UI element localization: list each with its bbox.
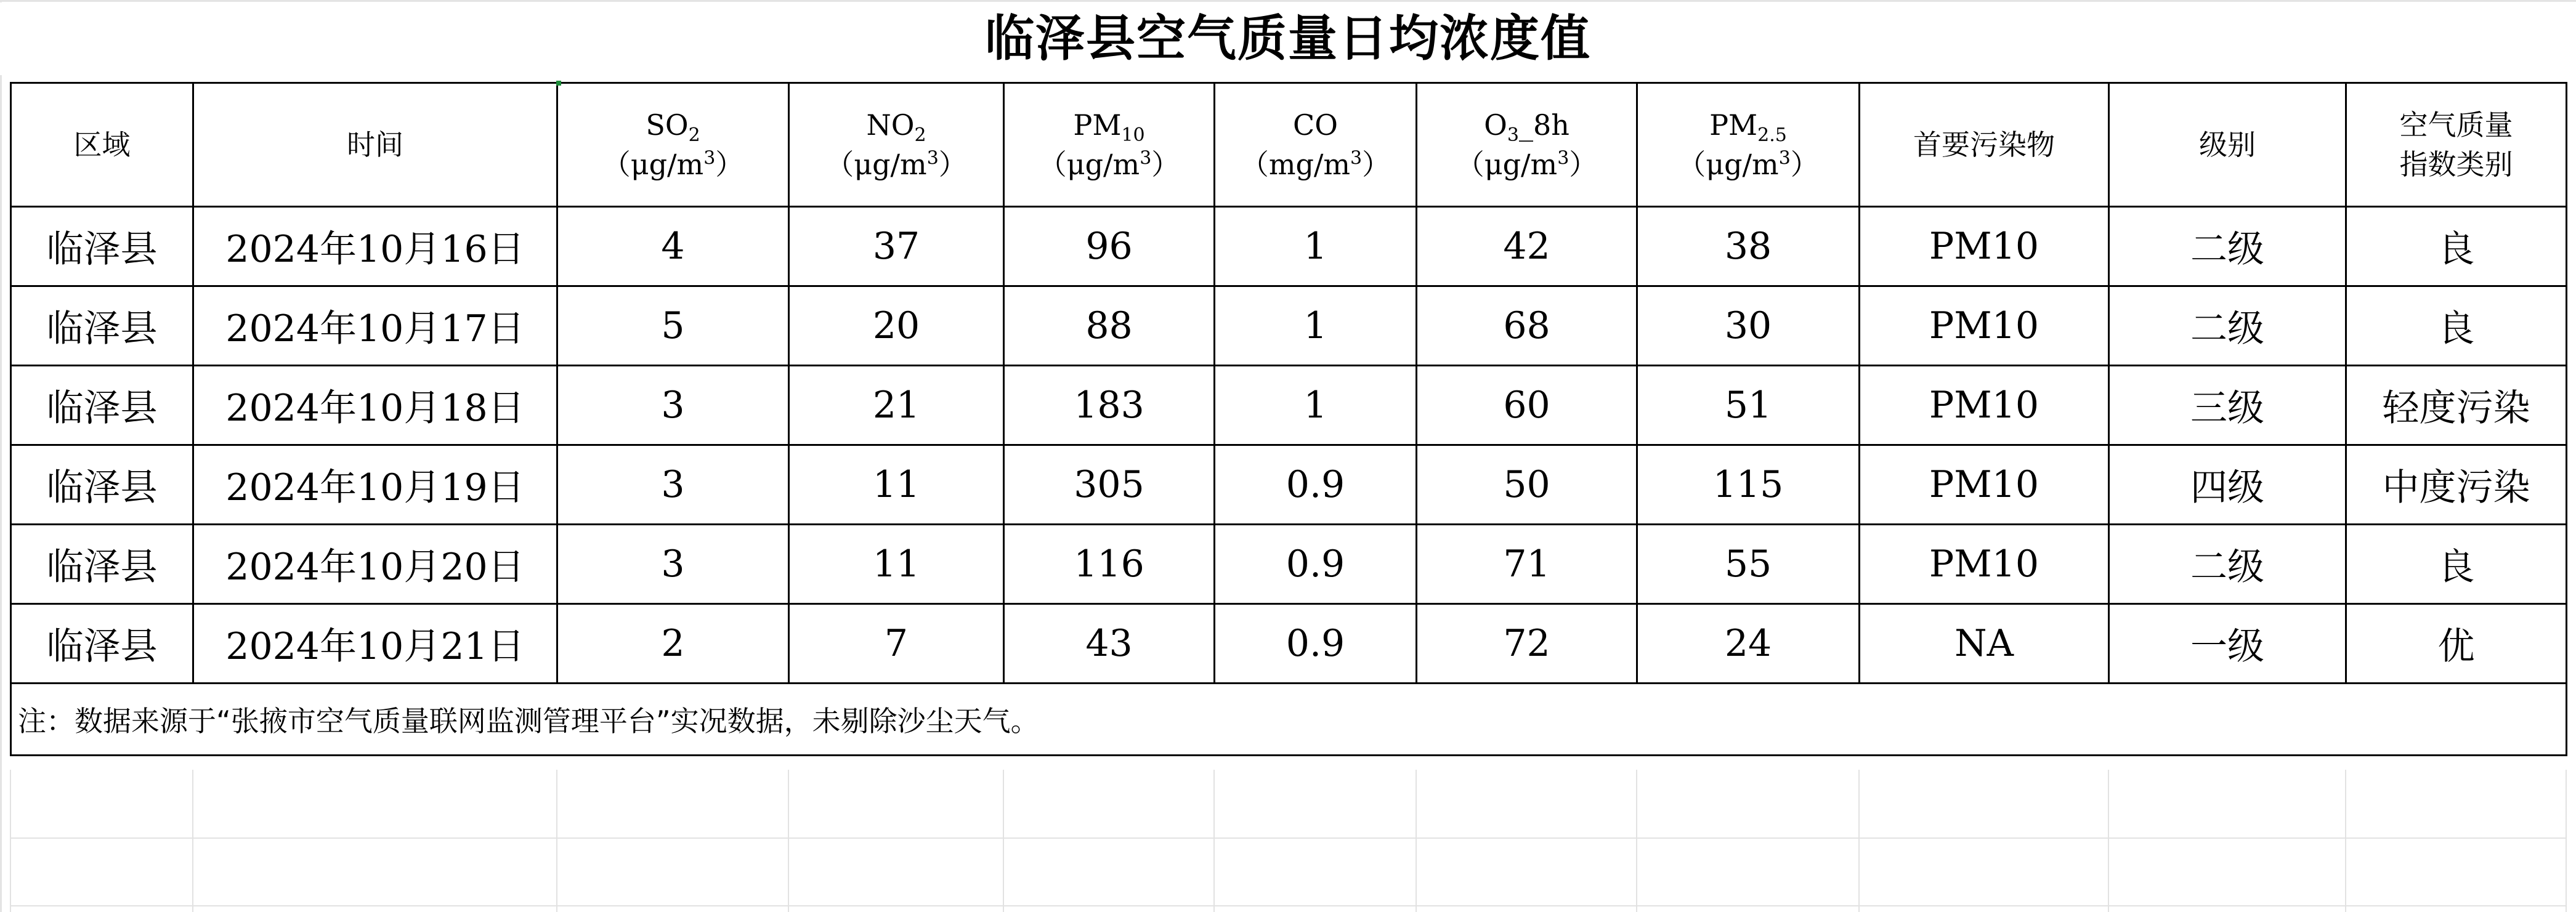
air-quality-table xyxy=(10,82,2567,756)
gridline xyxy=(10,905,2566,906)
header-co[interactable]: CO $(mg/m^3)$ xyxy=(1215,83,1417,207)
header-so2[interactable]: $SO_2$ $(\mu g/m^3)$ xyxy=(557,83,789,207)
cell-no2[interactable]: 21 xyxy=(789,366,1004,445)
cell-pm25[interactable]: 30 xyxy=(1637,286,1860,366)
cell-so2[interactable]: 4 xyxy=(557,207,789,286)
cell-date[interactable]: 2024年10月19日 xyxy=(193,445,557,525)
cell-pm10[interactable]: 183 xyxy=(1004,366,1215,445)
cell-aqi-category[interactable]: 良 xyxy=(2346,286,2567,366)
cell-pm10[interactable]: 43 xyxy=(1004,604,1215,684)
cell-level[interactable]: 二级 xyxy=(2109,525,2346,604)
cell-pm25[interactable]: 51 xyxy=(1637,366,1860,445)
table-row xyxy=(11,366,2567,445)
cell-primary-pollutant[interactable]: PM10 xyxy=(1860,525,2109,604)
cell-pm10[interactable]: 116 xyxy=(1004,525,1215,604)
gridline xyxy=(2345,770,2346,912)
gridline xyxy=(1213,770,1215,912)
gridline xyxy=(10,837,2566,839)
cell-region[interactable]: 临泽县 xyxy=(11,604,193,684)
cell-so2[interactable]: 3 xyxy=(557,525,789,604)
header-o3-8h[interactable]: $O_3\_8h$ $(\mu g/m^3)$ xyxy=(1417,83,1637,207)
cell-primary-pollutant[interactable]: PM10 xyxy=(1860,366,2109,445)
cell-o3-8h[interactable]: 68 xyxy=(1417,286,1637,366)
cell-pm25[interactable]: 24 xyxy=(1637,604,1860,684)
cell-primary-pollutant[interactable]: PM10 xyxy=(1860,445,2109,525)
gridline xyxy=(2566,770,2567,912)
gridline xyxy=(192,770,193,912)
page-title: 临泽县空气质量日均浓度值 xyxy=(0,2,2576,75)
cell-so2[interactable]: 3 xyxy=(557,366,789,445)
header-pm10[interactable]: $PM_{10}$ $(\mu g/m^3)$ xyxy=(1004,83,1215,207)
cell-co[interactable]: 0.9 xyxy=(1215,445,1417,525)
cell-no2[interactable]: 37 xyxy=(789,207,1004,286)
cell-no2[interactable]: 20 xyxy=(789,286,1004,366)
cell-region[interactable]: 临泽县 xyxy=(11,207,193,286)
cell-co[interactable]: 1 xyxy=(1215,366,1417,445)
cell-primary-pollutant[interactable]: PM10 xyxy=(1860,286,2109,366)
cell-level[interactable]: 三级 xyxy=(2109,366,2346,445)
cell-o3-8h[interactable]: 71 xyxy=(1417,525,1637,604)
cell-region[interactable]: 临泽县 xyxy=(11,445,193,525)
gridline xyxy=(1636,770,1637,912)
cell-co[interactable]: 1 xyxy=(1215,207,1417,286)
cell-pm25[interactable]: 115 xyxy=(1637,445,1860,525)
cell-aqi-category[interactable]: 轻度污染 xyxy=(2346,366,2567,445)
cell-pm25[interactable]: 55 xyxy=(1637,525,1860,604)
cell-primary-pollutant[interactable]: PM10 xyxy=(1860,207,2109,286)
header-primary-pollutant[interactable]: 首要污染物 xyxy=(1860,83,2109,207)
cell-no2[interactable]: 11 xyxy=(789,445,1004,525)
header-no2[interactable]: $NO_2$ $(\mu g/m^3)$ xyxy=(789,83,1004,207)
note-row xyxy=(11,684,2567,756)
cell-aqi-category[interactable]: 良 xyxy=(2346,525,2567,604)
cell-so2[interactable]: 2 xyxy=(557,604,789,684)
cell-aqi-category[interactable]: 中度污染 xyxy=(2346,445,2567,525)
cell-date[interactable]: 2024年10月18日 xyxy=(193,366,557,445)
cell-so2[interactable]: 3 xyxy=(557,445,789,525)
cell-pm10[interactable]: 305 xyxy=(1004,445,1215,525)
gridline xyxy=(2108,770,2109,912)
table-row xyxy=(11,207,2567,286)
cell-primary-pollutant[interactable]: NA xyxy=(1860,604,2109,684)
table-body xyxy=(11,207,2567,684)
cell-region[interactable]: 临泽县 xyxy=(11,366,193,445)
cell-selection-marker xyxy=(556,81,561,86)
cell-o3-8h[interactable]: 50 xyxy=(1417,445,1637,525)
cell-region[interactable]: 临泽县 xyxy=(11,525,193,604)
table-row xyxy=(11,525,2567,604)
cell-co[interactable]: 1 xyxy=(1215,286,1417,366)
header-time[interactable]: 时间 xyxy=(193,83,557,207)
cell-level[interactable]: 四级 xyxy=(2109,445,2346,525)
cell-co[interactable]: 0.9 xyxy=(1215,525,1417,604)
cell-region[interactable]: 临泽县 xyxy=(11,286,193,366)
table-row xyxy=(11,286,2567,366)
header-region[interactable]: 区域 xyxy=(11,83,193,207)
header-pm25[interactable]: $PM_{2.5}$ $(\mu g/m^3)$ xyxy=(1637,83,1860,207)
cell-aqi-category[interactable]: 优 xyxy=(2346,604,2567,684)
cell-co[interactable]: 0.9 xyxy=(1215,604,1417,684)
table-row xyxy=(11,445,2567,525)
gridline xyxy=(10,770,11,912)
cell-date[interactable]: 2024年10月17日 xyxy=(193,286,557,366)
cell-date[interactable]: 2024年10月21日 xyxy=(193,604,557,684)
cell-aqi-category[interactable]: 良 xyxy=(2346,207,2567,286)
cell-level[interactable]: 二级 xyxy=(2109,207,2346,286)
gridline xyxy=(1416,770,1417,912)
cell-level[interactable]: 二级 xyxy=(2109,286,2346,366)
cell-date[interactable]: 2024年10月16日 xyxy=(193,207,557,286)
gridline xyxy=(788,770,789,912)
gridline xyxy=(556,770,557,912)
header-aqi-category[interactable]: 空气质量 指数类别 xyxy=(2346,83,2567,207)
cell-so2[interactable]: 5 xyxy=(557,286,789,366)
data-source-note[interactable]: 注：数据来源于“张掖市空气质量联网监测管理平台”实况数据，未剔除沙尘天气。 xyxy=(11,684,2567,756)
cell-no2[interactable]: 11 xyxy=(789,525,1004,604)
gridline xyxy=(1858,770,1860,912)
cell-o3-8h[interactable]: 60 xyxy=(1417,366,1637,445)
table-row xyxy=(11,604,2567,684)
cell-pm25[interactable]: 38 xyxy=(1637,207,1860,286)
gridline xyxy=(1003,770,1004,912)
cell-o3-8h[interactable]: 72 xyxy=(1417,604,1637,684)
cell-o3-8h[interactable]: 42 xyxy=(1417,207,1637,286)
cell-date[interactable]: 2024年10月20日 xyxy=(193,525,557,604)
cell-no2[interactable]: 7 xyxy=(789,604,1004,684)
header-row xyxy=(11,83,2567,207)
cell-pm10[interactable]: 96 xyxy=(1004,207,1215,286)
cell-pm10[interactable]: 88 xyxy=(1004,286,1215,366)
header-level[interactable]: 级别 xyxy=(2109,83,2346,207)
cell-level[interactable]: 一级 xyxy=(2109,604,2346,684)
